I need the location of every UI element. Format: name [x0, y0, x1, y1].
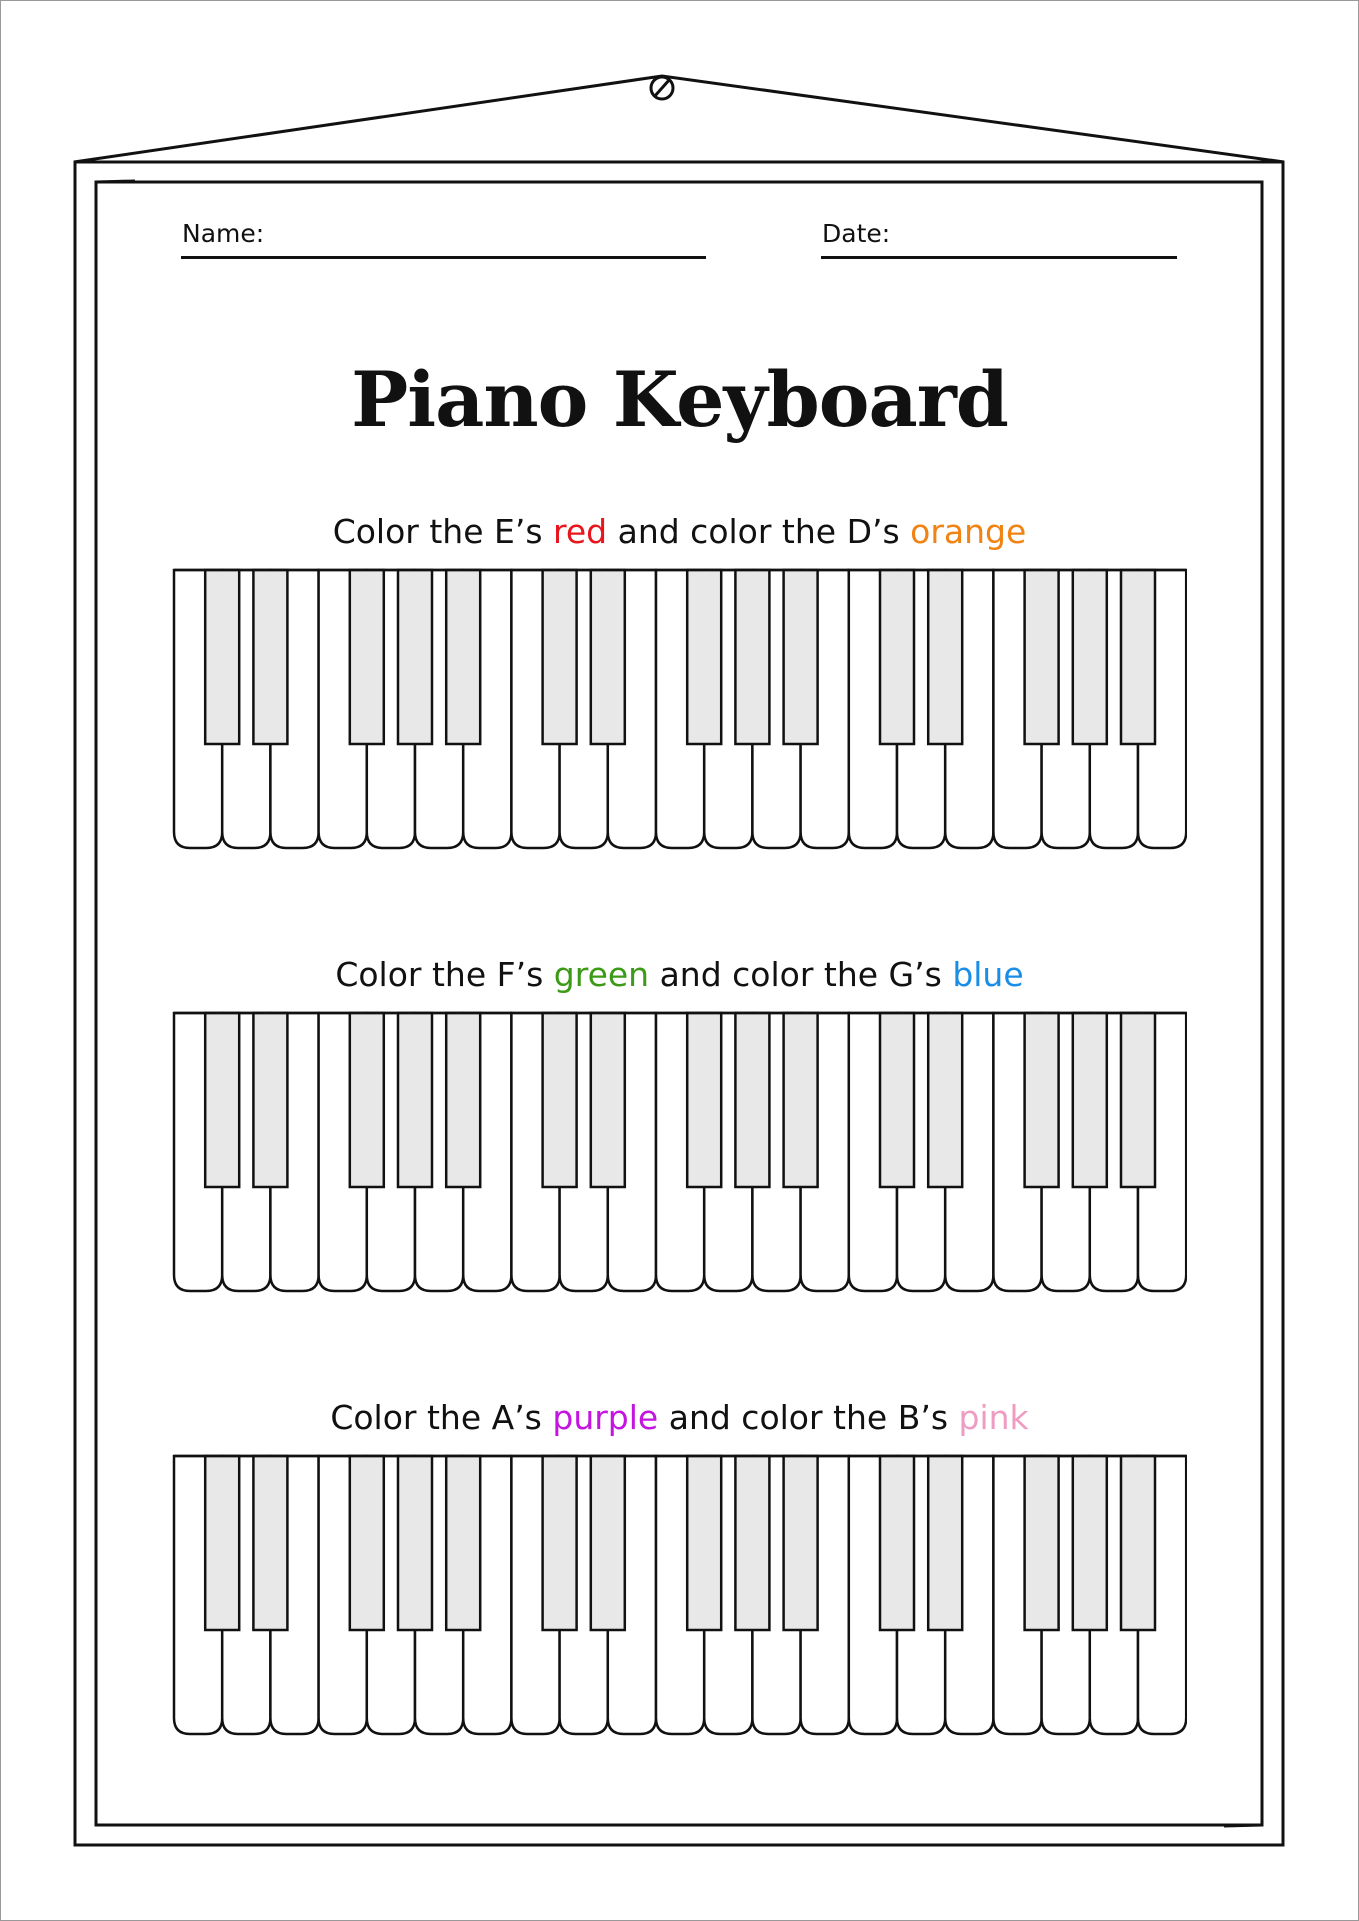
black-key[interactable]	[350, 570, 384, 744]
instruction-middle: and color the D’s	[607, 512, 911, 551]
black-key[interactable]	[687, 1013, 721, 1187]
black-key[interactable]	[687, 570, 721, 744]
black-key[interactable]	[735, 1456, 769, 1630]
black-key[interactable]	[880, 570, 914, 744]
instruction-2	[0, 955, 1359, 995]
black-key[interactable]	[735, 1013, 769, 1187]
color-word-1: red	[553, 512, 608, 551]
name-label: Name:	[182, 219, 265, 248]
black-key[interactable]	[784, 570, 818, 744]
instruction-middle: and color the G’s	[649, 955, 953, 994]
piano-keyboard-1	[172, 568, 1187, 853]
black-key[interactable]	[591, 1456, 625, 1630]
black-key[interactable]	[205, 1456, 239, 1630]
hanger-string	[74, 76, 1284, 162]
black-key[interactable]	[1025, 1013, 1059, 1187]
black-key[interactable]	[880, 1456, 914, 1630]
black-key[interactable]	[735, 570, 769, 744]
date-write-line[interactable]	[821, 256, 1177, 259]
black-key[interactable]	[350, 1456, 384, 1630]
frame-sketch-mark	[96, 181, 135, 182]
black-key[interactable]	[205, 1013, 239, 1187]
page-title: Piano Keyboard	[351, 355, 1008, 444]
black-key[interactable]	[928, 1013, 962, 1187]
black-key[interactable]	[398, 570, 432, 744]
black-key[interactable]	[784, 1456, 818, 1630]
black-key[interactable]	[1073, 570, 1107, 744]
black-key[interactable]	[205, 570, 239, 744]
black-key[interactable]	[928, 1456, 962, 1630]
frame-sketch-mark	[1224, 1825, 1262, 1826]
instruction-prefix: Color the A’s	[330, 1398, 553, 1437]
color-word-2: orange	[910, 512, 1027, 551]
black-key[interactable]	[1121, 1013, 1155, 1187]
black-key[interactable]	[446, 1013, 480, 1187]
hanger-pin-icon	[651, 77, 673, 99]
date-label: Date:	[822, 219, 891, 248]
instruction-prefix: Color the F’s	[335, 955, 554, 994]
black-key[interactable]	[1025, 570, 1059, 744]
color-word-1: green	[553, 955, 650, 994]
instruction-3	[0, 1398, 1359, 1438]
black-key[interactable]	[543, 1456, 577, 1630]
black-key[interactable]	[446, 570, 480, 744]
color-word-1: purple	[552, 1398, 659, 1437]
black-key[interactable]	[1121, 1456, 1155, 1630]
color-word-2: blue	[952, 955, 1024, 994]
black-key[interactable]	[398, 1456, 432, 1630]
black-key[interactable]	[1073, 1013, 1107, 1187]
black-key[interactable]	[687, 1456, 721, 1630]
black-key[interactable]	[253, 1456, 287, 1630]
black-key[interactable]	[784, 1013, 818, 1187]
black-key[interactable]	[543, 570, 577, 744]
piano-keyboard-3	[172, 1454, 1187, 1739]
black-key[interactable]	[398, 1013, 432, 1187]
black-key[interactable]	[1025, 1456, 1059, 1630]
instruction-1	[0, 512, 1359, 552]
name-write-line[interactable]	[181, 256, 706, 259]
black-key[interactable]	[880, 1013, 914, 1187]
instruction-prefix: Color the E’s	[332, 512, 554, 551]
black-key[interactable]	[591, 1013, 625, 1187]
black-key[interactable]	[591, 570, 625, 744]
black-key[interactable]	[1121, 570, 1155, 744]
color-word-2: pink	[958, 1398, 1029, 1437]
black-key[interactable]	[350, 1013, 384, 1187]
black-key[interactable]	[446, 1456, 480, 1630]
black-key[interactable]	[543, 1013, 577, 1187]
black-key[interactable]	[253, 570, 287, 744]
black-key[interactable]	[253, 1013, 287, 1187]
instruction-middle: and color the B’s	[658, 1398, 959, 1437]
black-key[interactable]	[1073, 1456, 1107, 1630]
piano-keyboard-2	[172, 1011, 1187, 1296]
black-key[interactable]	[928, 570, 962, 744]
